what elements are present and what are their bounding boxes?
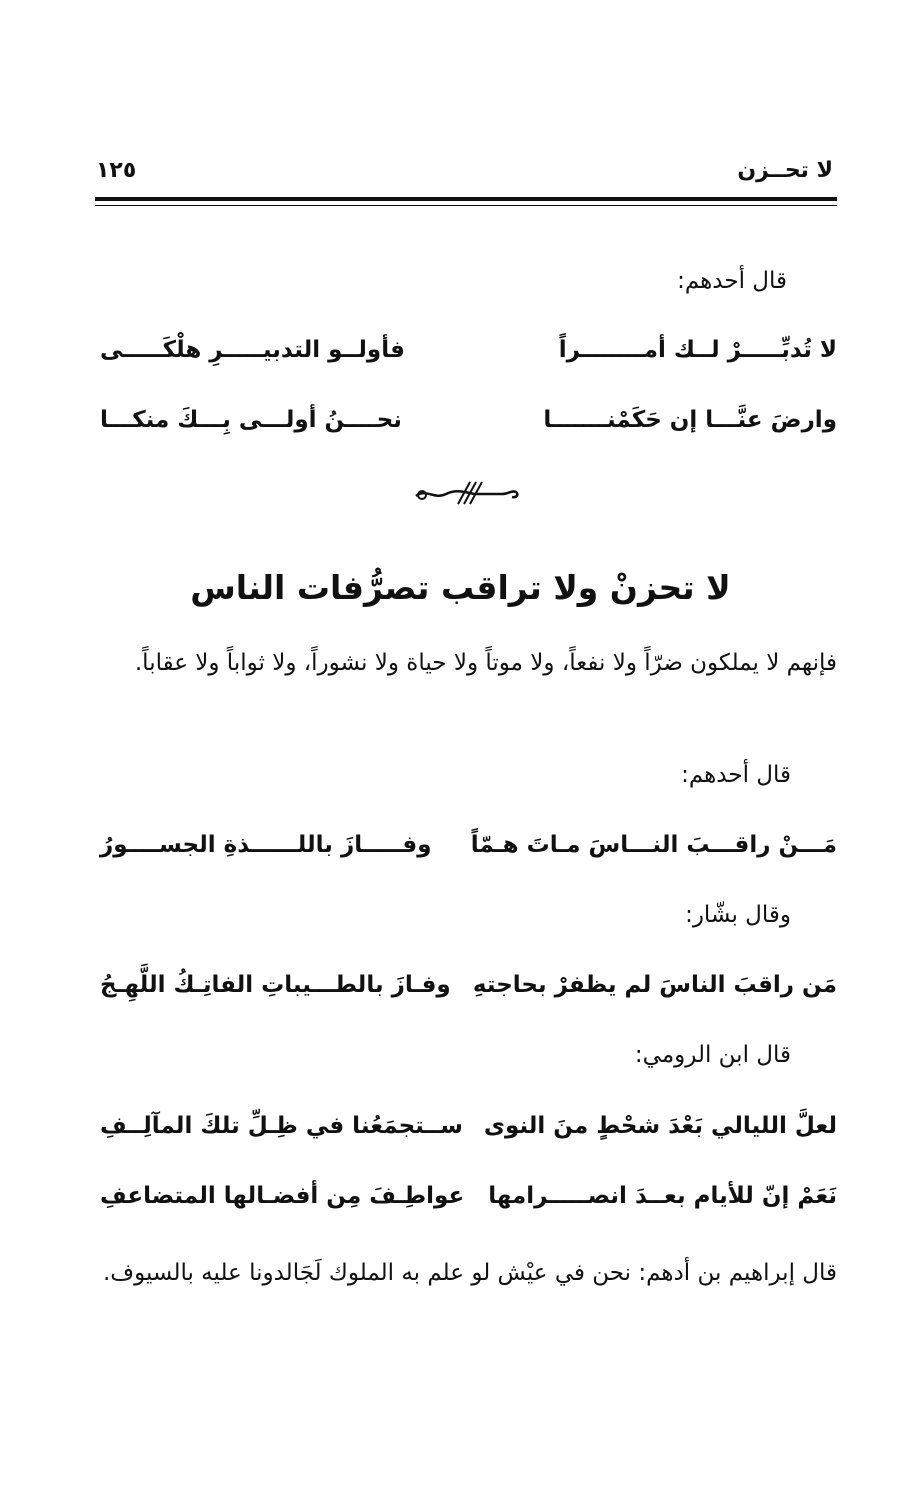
paragraph-1: فإنهم لا يملكون ضرّاً ولا نفعاً، ولا موتاً ولا حياة ولا نشوراً، ولا ثواباً ولا عقاباً. [134, 650, 837, 676]
verse-4-second-hemistich: وفـازَ بالطـــيباتِ الفاتِـكُ اللَّهِـجُ [100, 972, 451, 998]
page-number: ١٢٥ [96, 158, 137, 183]
verse-1-first-hemistich: لا تُدبِّـــــرْ لــك أمــــــــراً [558, 337, 837, 363]
verse-line-3 [0, 832, 921, 876]
section-heading: لا تحزنْ ولا تراقب تصرُّفات الناس [190, 568, 731, 607]
verse-3-first-hemistich: مَـــنْ راقـــبَ النـــاسَ مـاتَ هـمّاً [470, 832, 837, 858]
header-rule-thick [95, 197, 837, 201]
verse-line-6 [0, 1183, 921, 1227]
section-divider-ornament [412, 478, 522, 510]
header-rule-thin [95, 205, 837, 206]
paragraph-2: قال إبراهيم بن أدهم: نحن في عيْش لو علم به الملوك لَجَالدونا عليه بالسيوف. [102, 1260, 837, 1286]
verse-3-second-hemistich: وفـــــازَ باللــــــذةِ الجســــورُ [100, 832, 432, 858]
verse-5-second-hemistich: ســتجمَعُنا في ظِـلِّ تلكَ المآلِــفِ [100, 1113, 463, 1139]
verse-line-2 [0, 407, 921, 451]
verse-2-first-hemistich: وارضَ عنَّـــا إن حَكَمْنـــــــا [543, 407, 837, 433]
verse-line-5 [0, 1113, 921, 1157]
speaker-intro-1: قال أحدهم: [677, 268, 787, 294]
speaker-intro-2: قال أحدهم: [681, 762, 791, 788]
verse-5-first-hemistich: لعلَّ الليالي بَعْدَ شحْطٍ منَ النوى [483, 1113, 837, 1139]
verse-line-1 [0, 337, 921, 381]
running-header-title: لا تحــزن [737, 158, 833, 183]
verse-2-second-hemistich: نحــــنُ أولـــى بِـــكَ منكـــا [100, 407, 402, 433]
speaker-intro-3: وقال بشّار: [685, 902, 791, 928]
verse-line-4 [0, 972, 921, 1016]
speaker-intro-4: قال ابن الرومي: [634, 1042, 791, 1068]
verse-4-first-hemistich: مَن راقبَ الناسَ لم يظفرْ بحاجتهِ [472, 972, 837, 998]
verse-1-second-hemistich: فأولــو التدبيـــــرِ هلْكَـــــى [100, 337, 405, 363]
verse-6-first-hemistich: نَعَمْ إنّ للأيام بعــدَ انصـــــرامها [488, 1183, 837, 1209]
verse-6-second-hemistich: عواطِـفَ مِن أفضـالها المتضاعفِ [100, 1183, 465, 1209]
